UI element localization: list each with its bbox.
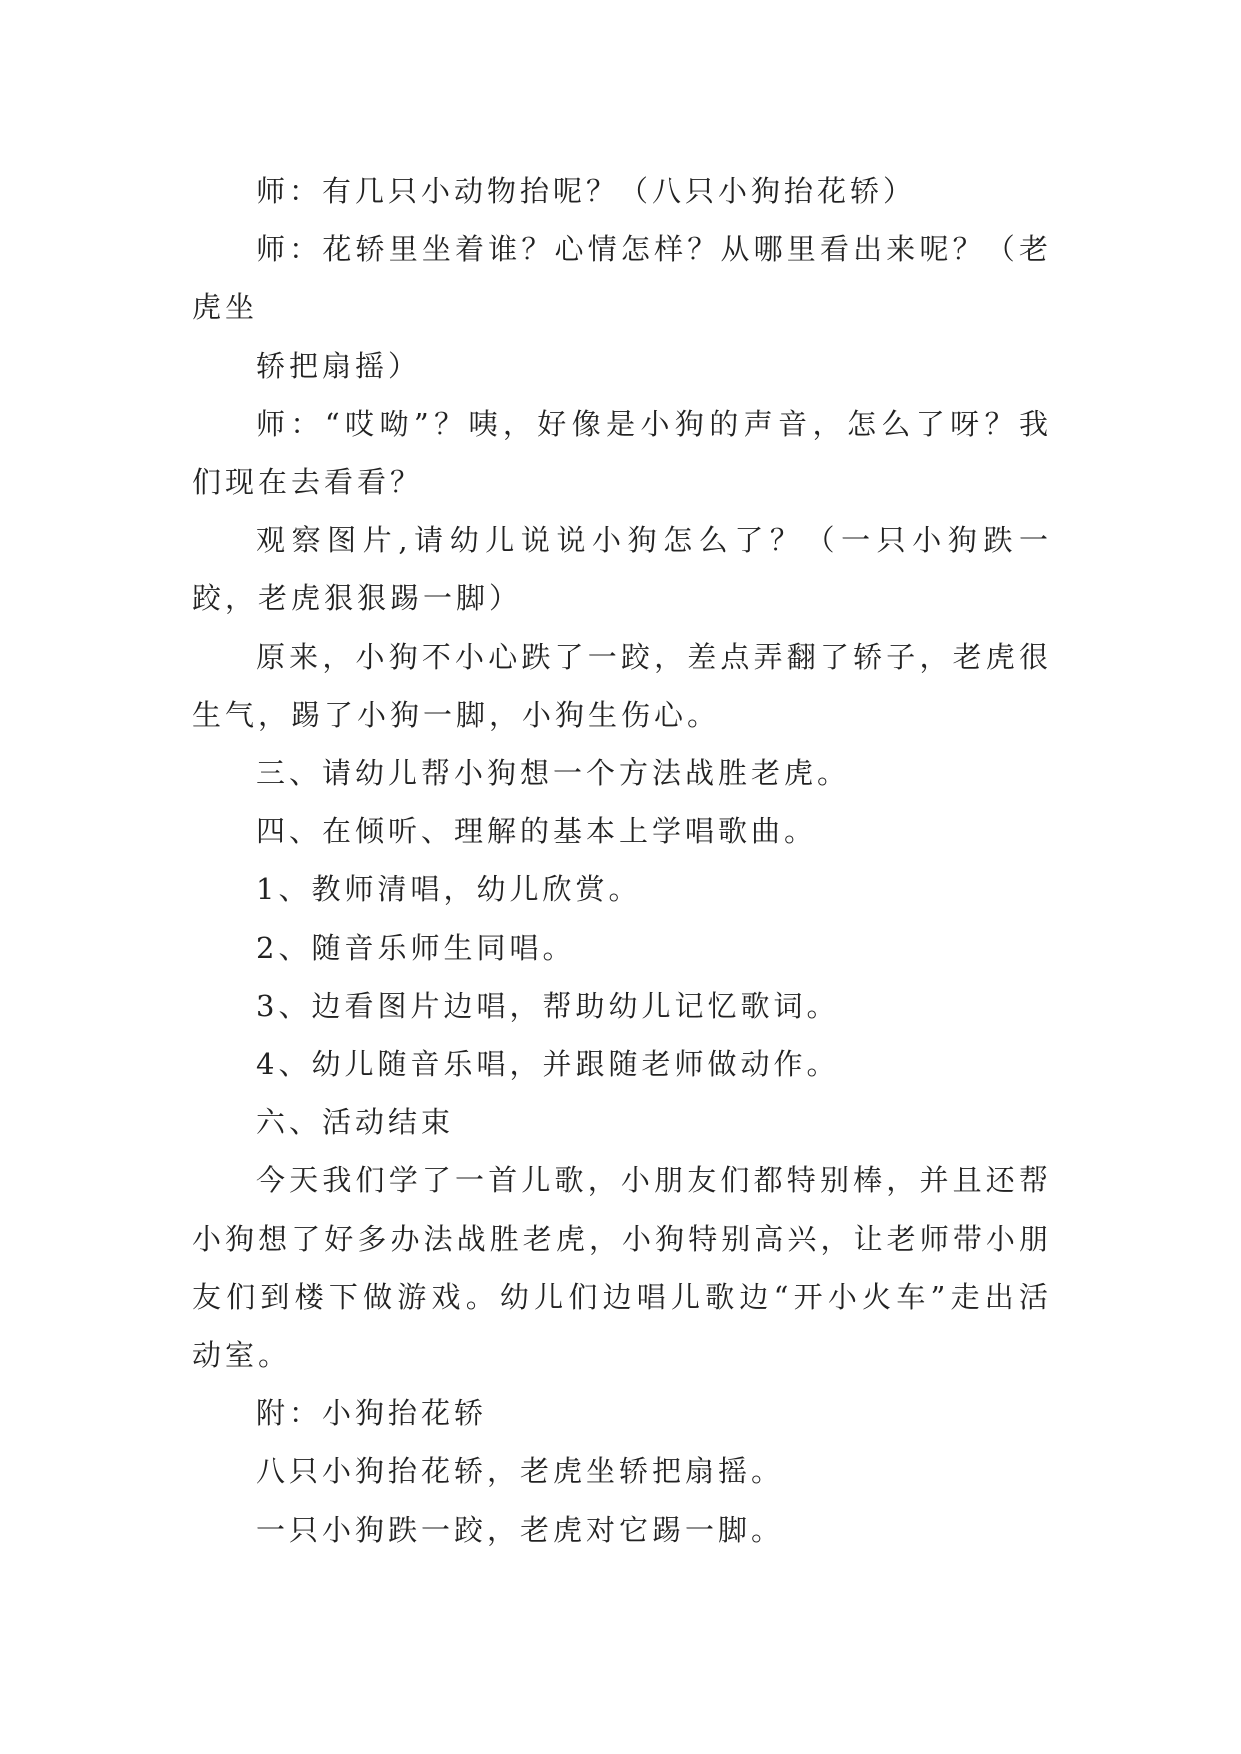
- paragraph: 八只小狗抬花轿，老虎坐轿把扇摇。: [256, 1454, 785, 1489]
- paragraph: 轿把扇摇）: [256, 348, 422, 383]
- paragraph: 师：“哎呦”？咦，好像是小狗的声音，怎么了呀？我们现在去看看？: [192, 406, 1052, 500]
- paragraph: 一只小狗跌一跤，老虎对它踢一脚。: [256, 1512, 785, 1547]
- paragraph: 1、教师清唱，幼儿欣赏。: [256, 872, 642, 907]
- paragraph: 今天我们学了一首儿歌，小朋友们都特别棒，并且还帮小狗想了好多办法战胜老虎，小狗特别高兴，让老师带小朋友们到楼下做游戏。幼儿们边唱儿歌边“开小火车”走出活动室。: [192, 1163, 1052, 1373]
- paragraph: 原来，小狗不小心跌了一跤，差点弄翻了轿子，老虎很生气，踢了小狗一脚，小狗生伤心。: [192, 639, 1052, 732]
- paragraph: 师：有几只小动物抬呢？（八只小狗抬花轿）: [256, 174, 917, 208]
- paragraph: 3、边看图片边唱，帮助幼儿记忆歌词。: [256, 988, 840, 1023]
- paragraph: 2、随音乐师生同唱。: [256, 930, 576, 965]
- document-body: [192, 162, 1052, 1559]
- paragraph: 六、活动结束: [256, 1105, 455, 1140]
- paragraph: 附：小狗抬花轿: [256, 1396, 488, 1431]
- paragraph: 4、幼儿随音乐唱，并跟随老师做动作。: [256, 1047, 840, 1082]
- paragraph: 师：花轿里坐着谁？心情怎样？从哪里看出来呢？（老虎坐: [192, 232, 1052, 325]
- paragraph: 三、请幼儿帮小狗想一个方法战胜老虎。: [256, 756, 851, 791]
- paragraph: 观察图片,请幼儿说说小狗怎么了？（一只小狗跌一跤，老虎狠狠踢一脚）: [192, 523, 1052, 616]
- paragraph: 四、在倾听、理解的基本上学唱歌曲。: [256, 814, 818, 849]
